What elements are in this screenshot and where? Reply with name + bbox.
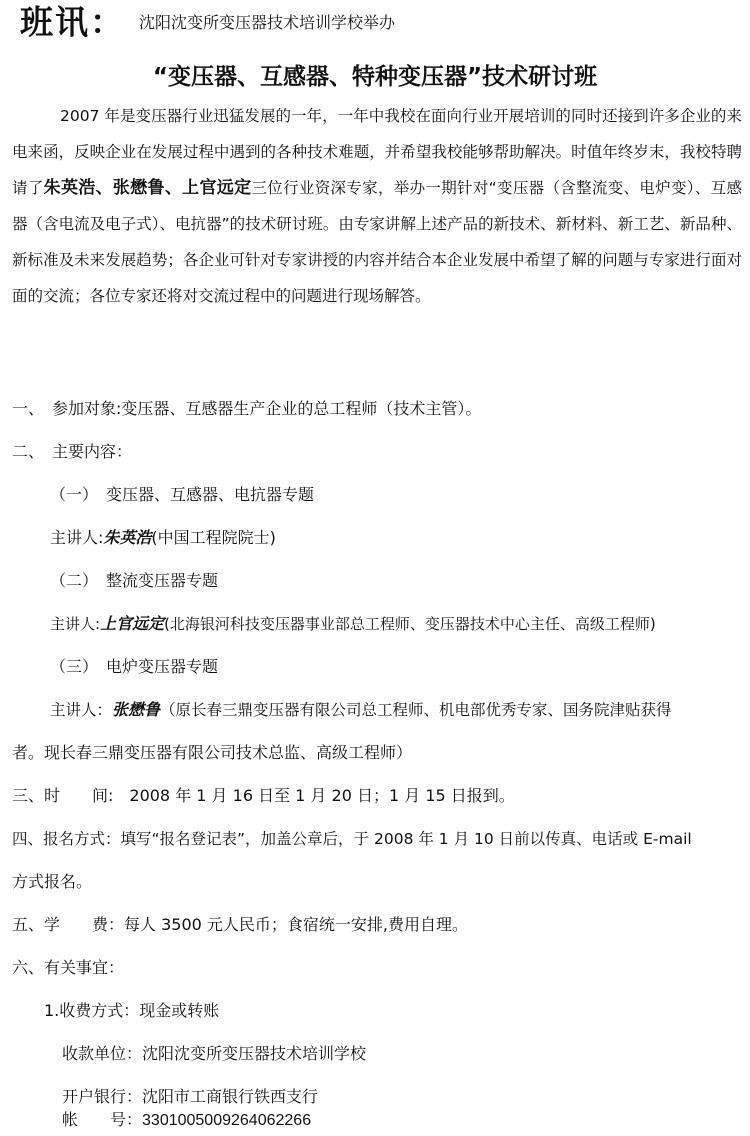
header xyxy=(20,2,396,52)
section-4-cont: 方式报名。 xyxy=(12,872,93,891)
section-1: 一、 参加对象:变压器、互感器生产企业的总工程师（技术主管）。 xyxy=(12,399,482,418)
topic-1: （一） 变压器、互感器、电抗器专题 xyxy=(50,485,315,504)
section-2: 二、 主要内容： xyxy=(12,442,133,461)
speaker-1-label: 主讲人: xyxy=(50,528,104,547)
topic-3: （三） 电炉变压器专题 xyxy=(50,657,219,676)
speaker-1 xyxy=(50,528,276,548)
intro-text-part1: 2007 年是变压器行业迅猛发展的一年，一年中我校在面向行业开展培训的同时还接到许多企业的来电来函，反映企业在发展过程中遇到的各种技术难题，并希望我校能够帮助解决。时值年终岁末，我校特聘请了 xyxy=(12,107,742,197)
speaker-2-label: 主讲人: xyxy=(50,615,101,633)
account-number: 3301005009264062266 xyxy=(142,1112,312,1129)
payee: 收款单位：沈阳沈变所变压器技术培训学校 xyxy=(62,1044,367,1063)
speaker-2-desc: (北海银河科技变压器事业部总工程师、变压器技术中心主任、高级工程师) xyxy=(164,615,656,633)
intro-experts: 朱英浩、张懋鲁、上官远定 xyxy=(43,178,252,198)
account-label: 帐 号： xyxy=(62,1110,143,1129)
header-organizer: 沈阳沈变所变压器技术培训学校举办 xyxy=(139,12,396,32)
speaker-2 xyxy=(50,614,656,634)
fee-method: 1.收费方式：现金或转账 xyxy=(44,1001,220,1020)
intro-text-part2: 三位行业资深专家，举办一期针对“变压器（含整流变、电炉变）、互感器（含电流及电子式）、电抗器”的技术研讨班。由专家讲解上述产品的新技术、新材料、新工艺、新品种、新标准及未来发展趋势；各企业可针对专家讲授的内容并结合本企业发展中希望了解的问题与专家进行面对面的交流；各位专家还将对交流过程中的问题进行现场解答。 xyxy=(12,179,742,305)
intro-paragraph xyxy=(12,98,742,314)
bank: 开户银行：沈阳市工商银行铁西支行 xyxy=(62,1087,319,1106)
section-5: 五、学 费：每人 3500 元人民币；食宿统一安排,费用自理。 xyxy=(12,915,468,934)
section-4: 四、报名方式：填写“报名登记表”，加盖公章后，于 2008 年 1 月 10 日前以传真、电话或 E-mail xyxy=(12,830,692,848)
header-main-title: 班讯： xyxy=(20,2,125,42)
speaker-1-name: 朱英浩 xyxy=(103,528,152,547)
topic-2: （二） 整流变压器专题 xyxy=(50,571,219,590)
speaker-1-desc: (中国工程院院士) xyxy=(151,528,276,547)
speaker-2-name: 上官远定 xyxy=(100,614,165,633)
section-6: 六、有关事宜： xyxy=(12,958,125,977)
speaker-3 xyxy=(50,700,672,720)
speaker-3-label: 主讲人： xyxy=(50,701,113,719)
speaker-3-desc-cont: 者。现长春三鼎变压器有限公司技术总监、高级工程师） xyxy=(12,743,413,762)
speaker-3-desc: （原长春三鼎变压器有限公司总工程师、机电部优秀专家、国务院津贴获得 xyxy=(160,701,672,719)
account xyxy=(62,1110,311,1132)
section-3: 三、时 间: 2008 年 1 月 16 日至 1 月 20 日；1 月 15 日报到。 xyxy=(12,786,515,805)
speaker-3-name: 张懋鲁 xyxy=(112,700,161,719)
document-title: “变压器、互感器、特种变压器”技术研讨班 xyxy=(152,64,598,90)
